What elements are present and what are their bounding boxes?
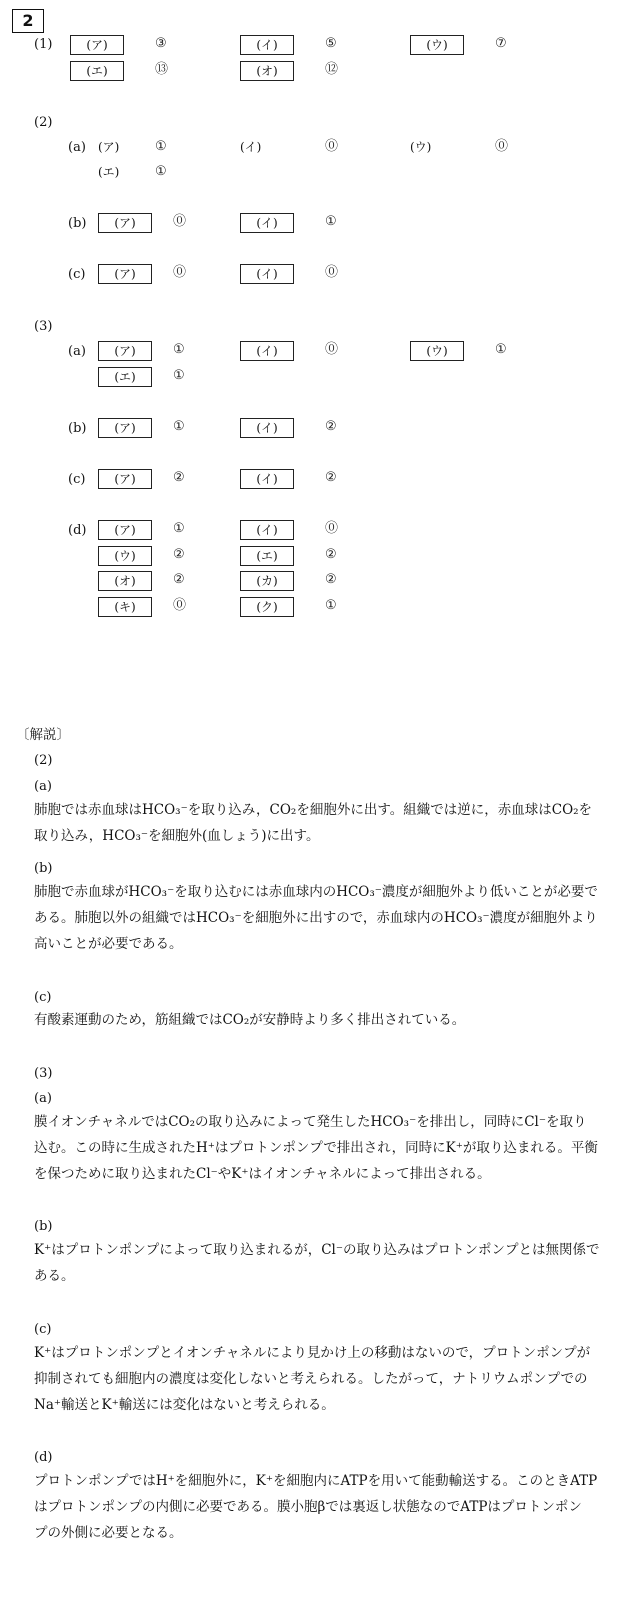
explanation-3c-label: (c) [34,1322,52,1337]
explanation-2b-label: (b) [34,861,53,876]
part-1-label: (1) [34,37,53,52]
part-2b-label: (b) [68,216,87,231]
answer-key-box: (イ) [240,35,294,55]
answer-key-box: (イ) [240,418,294,438]
explanation-2b-text [34,879,614,957]
answer-value: ⑦ [495,36,507,51]
answer-value: ⑫ [325,62,339,77]
text-line: K⁺はプロトンポンプによって取り込まれるが，Cl⁻の取り込みはプロトンポンプとは無関係で [34,1242,600,1258]
explanation-3a-label: (a) [34,1091,52,1106]
answer-key-box: (ア) [70,35,124,55]
answer-key: (ウ) [410,140,432,154]
answer-value: ① [173,342,185,357]
answer-value: ⓪ [325,342,339,357]
text-line: 膜イオンチャネルではCO₂の取り込みによって発生したHCO₃⁻を排出し，同時にCl⁻を取り [34,1114,587,1130]
text-line: 高いことが必要である。 [34,936,183,952]
answer-value: ⓪ [325,521,339,536]
answer-value: ② [325,470,337,485]
explanation-2c-label: (c) [34,990,52,1005]
answer-key-box: (イ) [240,520,294,540]
part-2-label: (2) [34,115,53,130]
text-line: プの外側に必要となる。 [34,1525,183,1541]
answer-value: ③ [155,36,167,51]
answer-value: ② [173,572,185,587]
answer-key-box: (ウ) [410,341,464,361]
answer-value: ① [173,419,185,434]
answer-key-box: (エ) [70,61,124,81]
answer-key-box: (イ) [240,341,294,361]
answer-key-box: (ク) [240,597,294,617]
answer-value: ② [325,547,337,562]
answer-key-box: (イ) [240,469,294,489]
explanation-3d-text [34,1468,614,1546]
answer-key-box: (ア) [98,520,152,540]
answer-key-box: (イ) [240,264,294,284]
answer-key: (イ) [240,140,262,154]
text-line: K⁺はプロトンポンプとイオンチャネルにより見かけ上の移動はないので，プロトンポンプが [34,1345,591,1361]
answer-key-box: (ア) [98,213,152,233]
answer-value: ⑬ [155,62,169,77]
answer-key-box: (キ) [98,597,152,617]
explanation-3c-text [34,1340,614,1418]
explanation-2a-label: (a) [34,779,52,794]
answer-value: ② [325,572,337,587]
answer-key-box: (ア) [98,341,152,361]
answer-key-box: (イ) [240,213,294,233]
part-3b-label: (b) [68,421,87,436]
part-3-label: (3) [34,319,53,334]
answer-key: (エ) [98,165,120,179]
part-2c-label: (c) [68,267,86,282]
answer-value: ① [155,139,167,154]
answer-value: ⓪ [325,265,339,280]
explanation-heading: 〔解説〕 [16,727,70,743]
answer-value: ⓪ [173,214,187,229]
explanation-3b-label: (b) [34,1219,53,1234]
answer-key-box: (ウ) [98,546,152,566]
answer-value: ⓪ [325,139,339,154]
explanation-2-label: (2) [34,753,53,768]
answer-value: ⓪ [495,139,509,154]
explanation-2c-text [34,1007,614,1033]
text-line: 肺胞で赤血球がHCO₃⁻を取り込むには赤血球内のHCO₃⁻濃度が細胞外より低いことが必要で [34,884,598,900]
answer-value: ⑤ [325,36,337,51]
text-line: プロトンポンプではH⁺を細胞外に，K⁺を細胞内にATPを用いて能動輸送する。このときATP [34,1473,598,1489]
part-3a-label: (a) [68,344,86,359]
text-line: 取り込み，HCO₃⁻を細胞外(血しょう)に出す。 [34,828,320,844]
text-line: 有酸素運動のため，筋組織ではCO₂が安静時より多く排出されている。 [34,1012,466,1028]
answer-key-box: (ア) [98,418,152,438]
text-line: はプロトンポンプの内側に必要である。膜小胞βでは裏返し状態なのでATPはプロトンポン [34,1499,582,1515]
question-number-box: 2 [12,9,44,33]
answer-value: ① [173,368,185,383]
text-line: 抑制されても細胞内の濃度は変化しないと考えられる。したがって，ナトリウムポンプでの [34,1371,588,1387]
explanation-3-label: (3) [34,1066,53,1081]
answer-key-box: (オ) [98,571,152,591]
answer-value: ⓪ [173,598,187,613]
text-line: ある。 [34,1268,75,1284]
explanation-2a-text [34,797,614,849]
text-line: Na⁺輸送とK⁺輸送には変化はないと考えられる。 [34,1397,335,1413]
explanation-3d-label: (d) [34,1450,53,1465]
answer-key-box: (エ) [240,546,294,566]
answer-value: ① [325,214,337,229]
text-line: を保つために取り込まれたCl⁻やK⁺はイオンチャネルによって排出される。 [34,1166,491,1182]
answer-value: ⓪ [173,265,187,280]
text-line: 肺胞では赤血球はHCO₃⁻を取り込み，CO₂を細胞外に出す。組織では逆に，赤血球はCO₂を [34,802,593,818]
part-3d-label: (d) [68,523,87,538]
answer-value: ② [173,547,185,562]
answer-value: ② [325,419,337,434]
answer-key: (ア) [98,140,120,154]
explanation-3a-text [34,1109,614,1187]
answer-key-box: (オ) [240,61,294,81]
text-line: ある。肺胞以外の組織ではHCO₃⁻を細胞外に出すので，赤血球内のHCO₃⁻濃度が細胞外より [34,910,598,926]
part-2a-label: (a) [68,140,86,155]
answer-key-box: (ア) [98,264,152,284]
explanation-3b-text [34,1237,614,1289]
answer-value: ① [495,342,507,357]
answer-key-box: (カ) [240,571,294,591]
answer-value: ① [155,164,167,179]
answer-value: ① [173,521,185,536]
answer-value: ① [325,598,337,613]
answer-key-box: (ア) [98,469,152,489]
answer-key-box: (ウ) [410,35,464,55]
answer-key-box: (エ) [98,367,152,387]
answer-value: ② [173,470,185,485]
text-line: 込む。この時に生成されたH⁺はプロトンポンプで排出され，同時にK⁺が取り込まれる。平衡 [34,1140,598,1156]
part-3c-label: (c) [68,472,86,487]
